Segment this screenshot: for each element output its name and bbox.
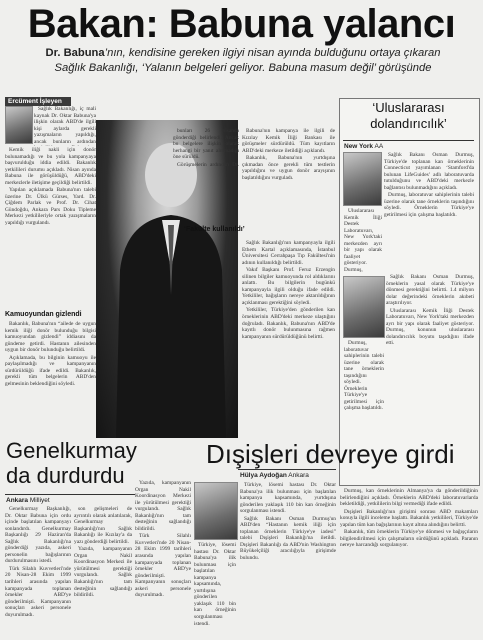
paragraph: Yazıda, kampanyanın Organ Nakil Koordinasyon Merkezi ile yürütülmesi gerektiği vurgulandı. Sağlık Bakanlığı'nın tam desteğinin sağlandığı bildirildi. [135, 480, 191, 532]
paragraph: bunları 26 nisanda gönderdiği belirlendi. Ancak bu belgelere ilişkin olarak herhangi bir yanıt alınmadığı öne sürüldü. [173, 128, 239, 161]
main-headline: Bakan: Babuna yalancı [27, 2, 456, 46]
rule-left [5, 494, 135, 495]
article-column-6b [135, 480, 191, 636]
paragraph: Sağlık Bakanı Osman Durmuş, Türkiye'de toplanan kan örneklerinin Connecticut yayımlanan ‘Stamford'da bulunan LifeGuides’ adlı laboratuvarda tutulduğunu ve ABD'deki merkezle bağlantısı bulunmadığını açıkladı. [384, 152, 474, 191]
paragraph: Uluslararası Kemik İliği Destek Laboratuvarı, New York'taki merkezden ayrı bir yapı olarak faaliyet gösteriyor. Durmuş, konunun uluslararası dolandırıcılık boyutu taşıdığını ifade etti. [386, 307, 474, 347]
headline-disisleri: Dışişleri devreye girdi [206, 439, 455, 469]
sidebar-text-1b [344, 208, 382, 272]
paragraph: Babuna'nın kampanya ile ilgili de Kızılay Kemik İliği Bankası ile görüşmeler sürdürüldü. Tüm kayıtların ABD'deki merkeze iletildiği açıklandı. [242, 128, 335, 154]
paragraph: Yapılan açıklamada Babuna'nın talebi üzerine Dr. Ülkü Gürses, Yard. Dr. Çiğdem Parlak ve Prof. Dr. Cihat Gündoğdu, Ankara Pars Doku Tipleme Merkezi yetkilileriyle ortak yazışmaların yapıldığı vurgulandı. [5, 187, 96, 227]
paragraph: Yetkililer, Türkiye'den gönderilen kan örneklerinin ABD'deki merkeze ulaştığını doğruladı. Bakanlık, Babuna'nın ABD'de kayıtlı donör bulunmasına rağmen kampanyanın sürdürüldüğünü belirtti. [242, 307, 335, 340]
author-byline-1: Ercüment İşleyen [5, 97, 71, 106]
article-column-1b [5, 321, 96, 429]
author-photo-1 [5, 106, 33, 144]
paragraph: Sağlık Bakanlığı'nın kampanyayla ilgili Ethem Kartal açıklamasında, İstanbul Üniversitesi Cerrahpaşa Tıp Fakültesi'nin adının kullanıldığı belirtildi. [242, 240, 335, 266]
article-column-1 [5, 147, 96, 307]
paragraph: Durmuş, laboratuvar sahiplerinin talebi üzerine olarak tane örneklerin taşındığını söyledi. Örneklerin Türkiye'ye getirilmesi için çalışma başlatıldı. [344, 340, 384, 412]
paragraph: Türk Silahlı Kuvvetleri'nde 20 Nisan-28 Ekim 1999 tarihleri arasında yapılan kampanyada toplanan örnekler ABD'ye gönderilmişti. Kampanyanın sonuçları askeri personele duyurulmadı. [5, 565, 71, 618]
author-name: Hülya Aydoğan [240, 472, 287, 479]
paragraph: Dışişleri Bakanlığı'nın girişimi sonrası ABD makamları konuyla ilgili inceleme başlattı. Bakanlık yetkilileri, Türkiye'de yapılan tüm kan bağışlarının kayıt altına alındığını belirtti. [340, 508, 478, 528]
paragraph: Vakıf Başkanı Prof. Feruz Erzengin silinen bilgiler kamuoyunda rol aldıklarını anlattı. Bu bilgilerin bugünkü kampanyayla ilgili olduğu ifade edildi. Yetkililer, bağışların nereye aktarıldığının açıklanması gerektiğini söyledi. [242, 267, 335, 306]
location-source: AA [374, 143, 384, 150]
paragraph: son gelişmeleri de ayrıntılı olarak anlatılarak, Genelkurmay Başkanlığı'nın Sağlık Bakanlığı ile Kızılay'a da yazı gönderdiği belirtildi. [74, 506, 132, 545]
author-location: Ankara [288, 472, 309, 479]
paragraph: Uluslararası Kemik İliği Destek Laboratuvarı, New York'taki merkezden ayrı bir yapı olarak faaliyet gösteriyor. Durmuş, [344, 208, 382, 272]
paragraph: Genelkurmay Başkanlığı, Dr. Oktar Babuna için ordu içinde başlatılan kampanyayı sonlandırdı. Genelkurmay Başkanlığı 29 Haziran'da Sağlık Bakanlığı'na gönderdiği yazıda, askeri personelin bağışlarının durdurulmasını istedi. [5, 506, 71, 565]
article-column-3 [242, 128, 335, 233]
paragraph: Bakanlık, tüm örneklerin Türkiye'ye dönmesi ve bağışçıların bilgilendirilmesi için çalışmaların sürdüğünü açıkladı. Paranın nereye harcandığı sorgulanıyor. [340, 529, 478, 549]
location-city: Ankara [6, 497, 29, 504]
official-photo [194, 482, 238, 540]
paragraph: Yazıda, kampanyanın Organ Nakil Koordinasyon Merkezi ile yürütülmesi gerektiği vurgulandı. Sağlık Bakanlığı'nın tam desteğinin sağlandığı bildirildi. [74, 546, 132, 599]
headline-deck [8, 46, 478, 76]
paragraph: Açıklamada, bu bilginin kamuoyu ile paylaşılmadığı ve kampanyanın sürdürüldüğü ifade edildi. Bakanlık, gerekli tüm belgelerin ABD'den gelmesinin beklendiğini söyledi. [5, 354, 96, 387]
paragraph: Türkiye, lösemi hastası Dr. Oktar Babuna'ya ilik bulunması için başlatılan kampanya kapsamında, yurtdışına gönderilen yaklaşık 110 bin kan örneğinin sorgulanması istendi. [240, 482, 336, 515]
paragraph: Sağlık Bakanı Osman Durmuş, örneklerin yasal olarak Türkiye'ye dönmesi gerektiğini belirtti. 1.4 milyon dolar değerindeki örneklerin akıbeti araştırılıyor. [386, 274, 474, 307]
paragraph: Sağlık Bakanlığı, iç mali kaynak Dr. Oktar Babuna'ya ilişkin olarak ABD'de ilgili kişi aylarda gerekli yazışmaların yapıldığı, ancak bunların ardından [34, 106, 96, 145]
article-column-7 [240, 482, 336, 636]
article-column-5 [5, 506, 71, 636]
article-column-2 [173, 128, 239, 168]
patient-photo [343, 276, 385, 338]
deck-text-1: ’nın, kendisine gereken ilgiyi nisan ayında bulduğunu ortaya çıkaran [104, 47, 441, 59]
sidebar-rule [343, 140, 474, 141]
subheading-kamuoyundan: Kamuoyundan gizlendi [5, 311, 82, 318]
article-column-1-top [34, 106, 96, 146]
article-column-7a [194, 542, 236, 636]
article-column-6a [74, 506, 132, 636]
article-column-8 [340, 488, 478, 636]
paragraph: Bakanlık, Babuna'nın yurtdışına çıkmadan önce gerekli tüm testlerin yapıldığını ve uygun donör arayışının başlatıldığını vurguladı. [242, 155, 335, 181]
deck-text-2: Sağlık Bakanlığı, ‘Yalanın belgeleri geliyor. Babuna masum değil’ görüşünde [54, 62, 432, 74]
location-source: Milliyet [29, 497, 50, 504]
deck-lead: Dr. Babuna [45, 47, 105, 59]
paragraph: Sağlık Bakanı Osman Durmuş'un ABD'den “Hastanın kemik iliği için toplanan örneklerin Türkiye'ye iadesi” talebi Dışişleri Bakanlığı'na iletildi. Dışişleri Bakanlığı da ABD'nin Washington Büyükelçiliği aracılığıyla girişimde bulundu. [240, 515, 336, 562]
sidebar-text-1 [384, 152, 474, 272]
sidebar-title: ‘Uluslararası dolandırıcılık’ [370, 100, 447, 131]
sidebar-location [344, 143, 383, 150]
durmus-photo [343, 152, 382, 206]
paragraph: Durmuş, laboratuvar sahiplerinin talebi üzerine olarak tane örneklerin taşındığını söyledi. Örneklerin Türkiye'ye getirilmesi için çalışma başlatıldı. [384, 192, 474, 218]
paragraph: Görüşmelerin ardından Dr. [177, 161, 239, 168]
headline-genelkurmay: Genelkurmay da durdurdu [6, 438, 137, 488]
paragraph: Türk Silahlı Kuvvetleri'nde 20 Nisan-28 Ekim 1999 tarihleri arasında yapılan kampanyada toplanan örnekler ABD'ye gönderilmişti. Kampanyanın sonuçları askeri personele duyurulmadı. [135, 533, 191, 599]
location-city: New York [344, 143, 374, 150]
author-byline-2 [240, 472, 309, 479]
paragraph: Türkiye, lösemi hastası Dr. Oktar Babuna'ya ilik bulunması için başlatılan kampanya kapsamında, yurtdışına gönderilen yaklaşık 110 bin kan örneğinin sorgulanması istendi. [194, 542, 236, 627]
paragraph: Kemik iliği nakli için donör bulunamadığı ve bu yola kampanyaya başvurulduğu iddia edildi. Bakanlık yetkilileri durumu açıkladı. Nisan ayında Babuna ile görüşüldüğü, ABD'deki merkezlerle iletişime geçildiği belirtildi. [5, 147, 96, 186]
location-ankara [6, 497, 50, 504]
paragraph: Durmuş, kan örneklerinin Almanya'ya da gönderildiğinin belirlendiğini açıkladı. Örneklerin ABD'deki laboratuvarlarda bekletildiği, yetkililerin bilgi vermediği ifade edildi. [340, 488, 478, 508]
rule-right [238, 469, 336, 470]
subheading-fakulte: ‘Fakülte kullanıldı’ [184, 226, 245, 233]
paragraph: Bakanlık, Babuna'nın “ailede de uygun kemik iliği donör bulunduğu bilgisi kamuoyundan gizlendi” iddiasını da gündeme getirdi. Hastanın ailesinden uygun bir donör bulunduğu belirtildi. [5, 321, 96, 354]
